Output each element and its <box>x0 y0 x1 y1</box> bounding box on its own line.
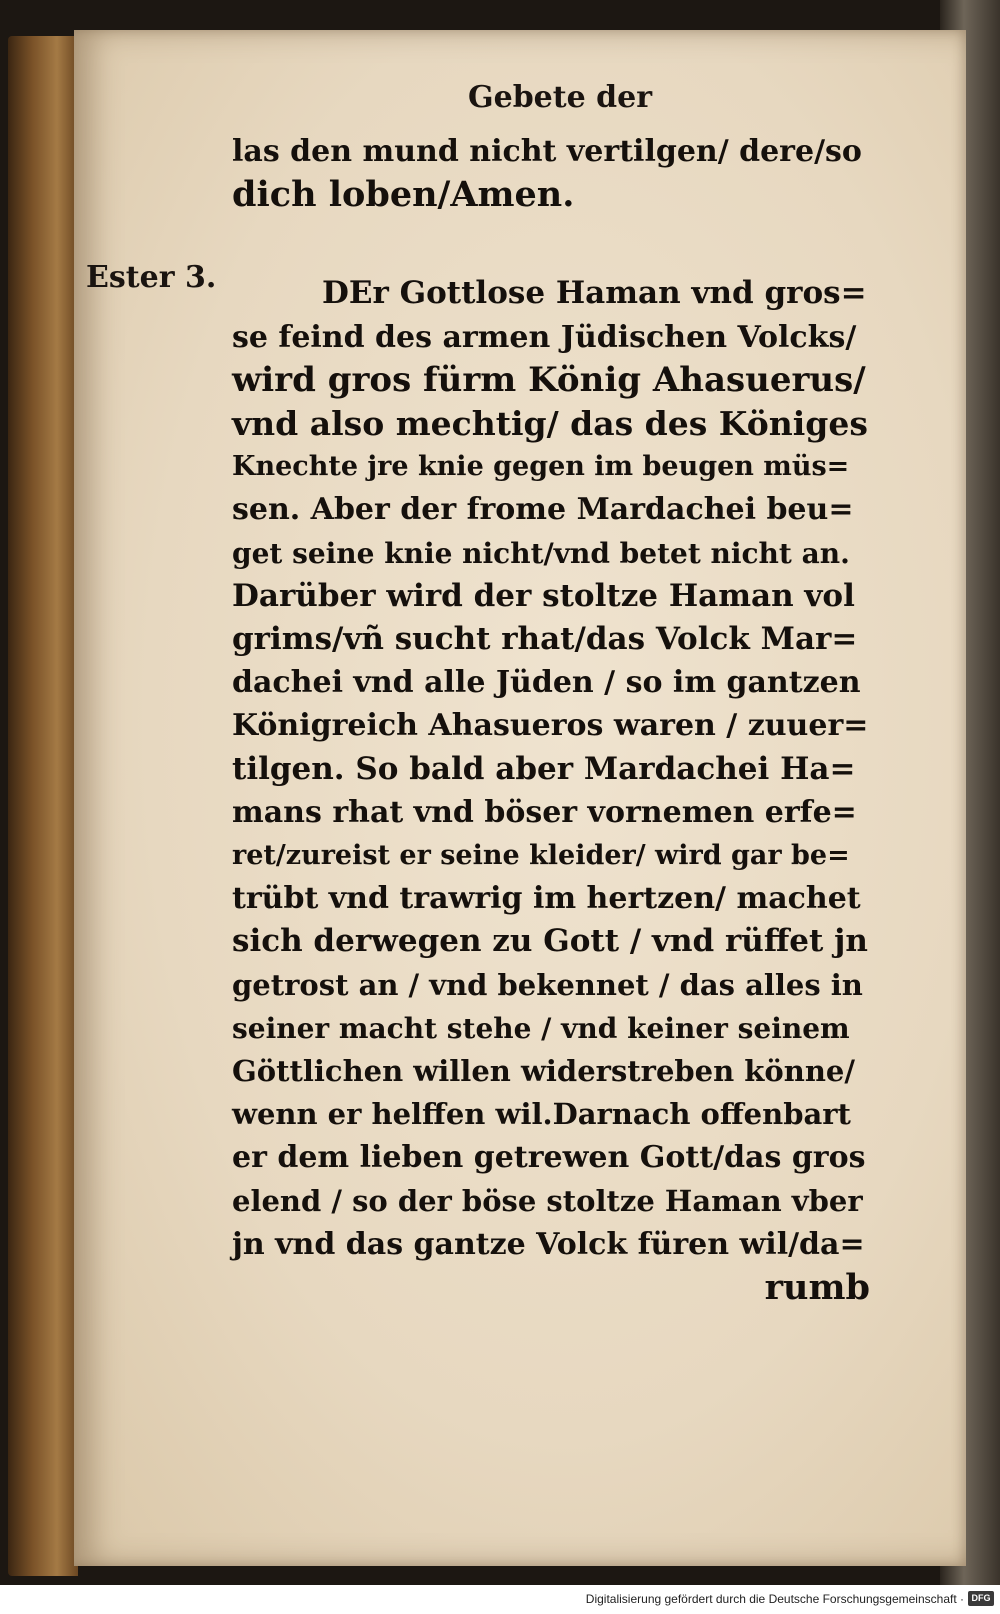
book-spine-edge <box>8 36 78 1576</box>
text-line: seiner macht stehe / vnd keiner seinem <box>232 1011 850 1045</box>
text-line: wird gros fürm König Ahasuerus/ <box>232 359 866 400</box>
text-line: trübt vnd trawrig im hertzen/ machet <box>232 881 861 917</box>
page-text-block <box>232 130 870 1309</box>
footer-bar <box>0 1588 1000 1614</box>
dfg-logo: DFG <box>968 1591 994 1606</box>
text-line: vnd also mechtig/ das des Königes <box>232 404 868 444</box>
text-line: wenn er helffen wil.Darnach offenbart <box>232 1097 851 1132</box>
text-line: grims/vñ sucht rhat/das Volck Mar= <box>232 621 858 658</box>
text-line: DEr Gottlose Haman vnd gros= <box>322 275 867 312</box>
funding-credit: Digitalisierung gefördert durch die Deutsche Forschungsgemeinschaft · <box>585 1592 964 1606</box>
text-line: se feind des armen Jüdischen Volcks/ <box>232 319 857 355</box>
text-line: ret/zureist er seine kleider/ wird gar be= <box>232 840 850 872</box>
text-line: Darüber wird der stoltze Haman vol <box>232 577 855 614</box>
text-line: Knechte jre knie gegen im beugen müs= <box>232 451 850 483</box>
text-line: tilgen. So bald aber Mardachei Ha= <box>232 750 856 787</box>
margin-note: Ester 3. <box>86 260 217 295</box>
text-line: las den mund nicht vertilgen/ dere/so <box>232 134 862 169</box>
text-line: sen. Aber der frome Mardachei beu= <box>232 492 854 528</box>
catchword: rumb <box>764 1267 870 1309</box>
running-head: Gebete der <box>468 80 653 115</box>
text-line: sich derwegen zu Gott / vnd rüffet jn <box>232 923 868 960</box>
text-line: Königreich Ahasueros waren / zuuer= <box>232 708 869 744</box>
text-line: dich loben/Amen. <box>232 174 575 216</box>
text-line: get seine knie nicht/vnd betet nicht an. <box>232 536 850 570</box>
text-line: elend / so der böse stoltze Haman vber <box>232 1183 863 1218</box>
text-line: jn vnd das gantze Volck füren wil/da= <box>232 1226 865 1262</box>
text-line: dachei vnd alle Jüden / so im gantzen <box>232 665 861 701</box>
text-line: er dem lieben getrewen Gott/das gros <box>232 1140 866 1176</box>
text-line: mans rhat vnd böser vornemen erfe= <box>232 794 857 830</box>
text-line: getrost an / vnd bekennet / das alles in <box>232 967 863 1002</box>
text-line: Göttlichen willen widerstreben könne/ <box>232 1054 855 1089</box>
